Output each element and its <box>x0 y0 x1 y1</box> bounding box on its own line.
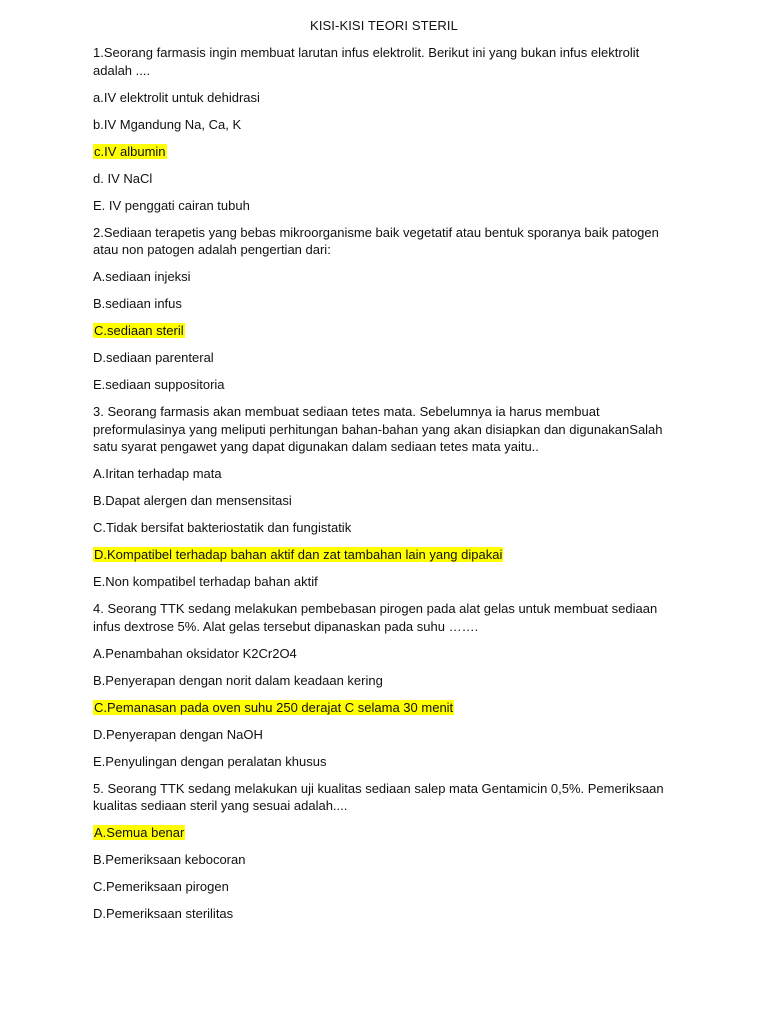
highlighted-answer: D.Kompatibel terhadap bahan aktif dan zat tambahan lain yang dipakai <box>94 547 503 562</box>
question-2-text: 2.Sediaan terapetis yang bebas mikroorganisme baik vegetatif atau bentuk sporanya baik patogen atau non patogen adalah pengertian dari: <box>93 224 659 257</box>
option-text: a.IV elektrolit untuk dehidrasi <box>93 89 260 105</box>
question-list <box>93 44 673 932</box>
question-1-option-4 <box>93 170 673 188</box>
option-text: E.sediaan suppositoria <box>93 377 225 392</box>
option-text: B.sediaan infus <box>93 296 182 311</box>
option-text: b.IV Mgandung Na, Ca, K <box>93 116 242 132</box>
question-3-option-1 <box>93 465 673 483</box>
question-1-option-5 <box>93 197 673 215</box>
question-5-option-1 <box>93 824 673 842</box>
question-4-option-2 <box>93 672 673 690</box>
question-1-option-3 <box>93 143 673 161</box>
question-5-option-2 <box>93 851 673 869</box>
question-1-option-2 <box>93 116 673 134</box>
option-text: A.sediaan injeksi <box>93 269 191 284</box>
question-2-option-3 <box>93 322 673 340</box>
question-4-option-4 <box>93 726 673 744</box>
question-1-text: 1.Seorang farmasis ingin membuat larutan infus elektrolit. Berikut ini yang bukan infus elektrolit adalah .... <box>93 45 640 78</box>
option-text: A.Penambahan oksidator K2Cr2O4 <box>93 645 297 661</box>
question-4-text: 4. Seorang TTK sedang melakukan pembebasan pirogen pada alat gelas untuk membuat sediaan infus dextrose 5%. Alat gelas tersebut dipanaskan pada suhu ……. <box>93 601 658 634</box>
option-text: B.Pemeriksaan kebocoran <box>93 852 246 867</box>
option-text: E.Non kompatibel terhadap bahan aktif <box>93 574 318 589</box>
question-3-option-2 <box>93 492 673 510</box>
option-text: D.Penyerapan dengan NaOH <box>93 726 263 742</box>
option-text: C.Tidak bersifat bakteriostatik dan fungistatik <box>93 520 352 535</box>
highlighted-answer: A.Semua benar <box>94 825 185 840</box>
question-5-text: 5. Seorang TTK sedang melakukan uji kualitas sediaan salep mata Gentamicin 0,5%. Pemeriksaan kualitas sediaan steril yang sesuai adalah.... <box>93 780 664 813</box>
question-3-option-3 <box>93 519 673 537</box>
highlighted-answer: C.sediaan steril <box>94 323 184 338</box>
option-text: D.sediaan parenteral <box>93 350 214 365</box>
option-text: D.Pemeriksaan sterilitas <box>93 906 234 921</box>
option-text: d. IV NaCl <box>93 170 153 186</box>
question-3-option-5 <box>93 573 673 591</box>
question-1-option-1 <box>93 89 673 107</box>
option-text: E.Penyulingan dengan peralatan khusus <box>93 753 327 769</box>
option-text: E. IV penggati cairan tubuh <box>93 197 250 213</box>
question-5-option-3 <box>93 878 673 896</box>
question-2-option-2 <box>93 295 673 313</box>
option-text: C.Pemeriksaan pirogen <box>93 879 229 894</box>
option-text: B.Penyerapan dengan norit dalam keadaan kering <box>93 672 383 688</box>
option-text: B.Dapat alergen dan mensensitasi <box>93 493 292 508</box>
document-title: KISI-KISI TEORI STERIL <box>310 18 458 33</box>
highlighted-answer: c.IV albumin <box>94 143 166 159</box>
question-4-option-1 <box>93 645 673 663</box>
highlighted-answer: C.Pemanasan pada oven suhu 250 derajat C selama 30 menit <box>94 699 454 715</box>
question-3-text: 3. Seorang farmasis akan membuat sediaan tetes mata. Sebelumnya ia harus membuat preformulasinya yang meliputi perhitungan bahan-bahan yang akan disiapkan dan digunakanSalah satu syarat pengawet yang dapat digunakan dalam sediaan tetes mata yaitu.. <box>93 404 663 454</box>
question-3-option-4 <box>93 546 673 564</box>
question-2-option-1 <box>93 268 673 286</box>
question-5-option-4 <box>93 905 673 923</box>
question-4-option-3 <box>93 699 673 717</box>
question-2-option-4 <box>93 349 673 367</box>
question-4-option-5 <box>93 753 673 771</box>
question-2-option-5 <box>93 376 673 394</box>
option-text: A.Iritan terhadap mata <box>93 466 222 481</box>
